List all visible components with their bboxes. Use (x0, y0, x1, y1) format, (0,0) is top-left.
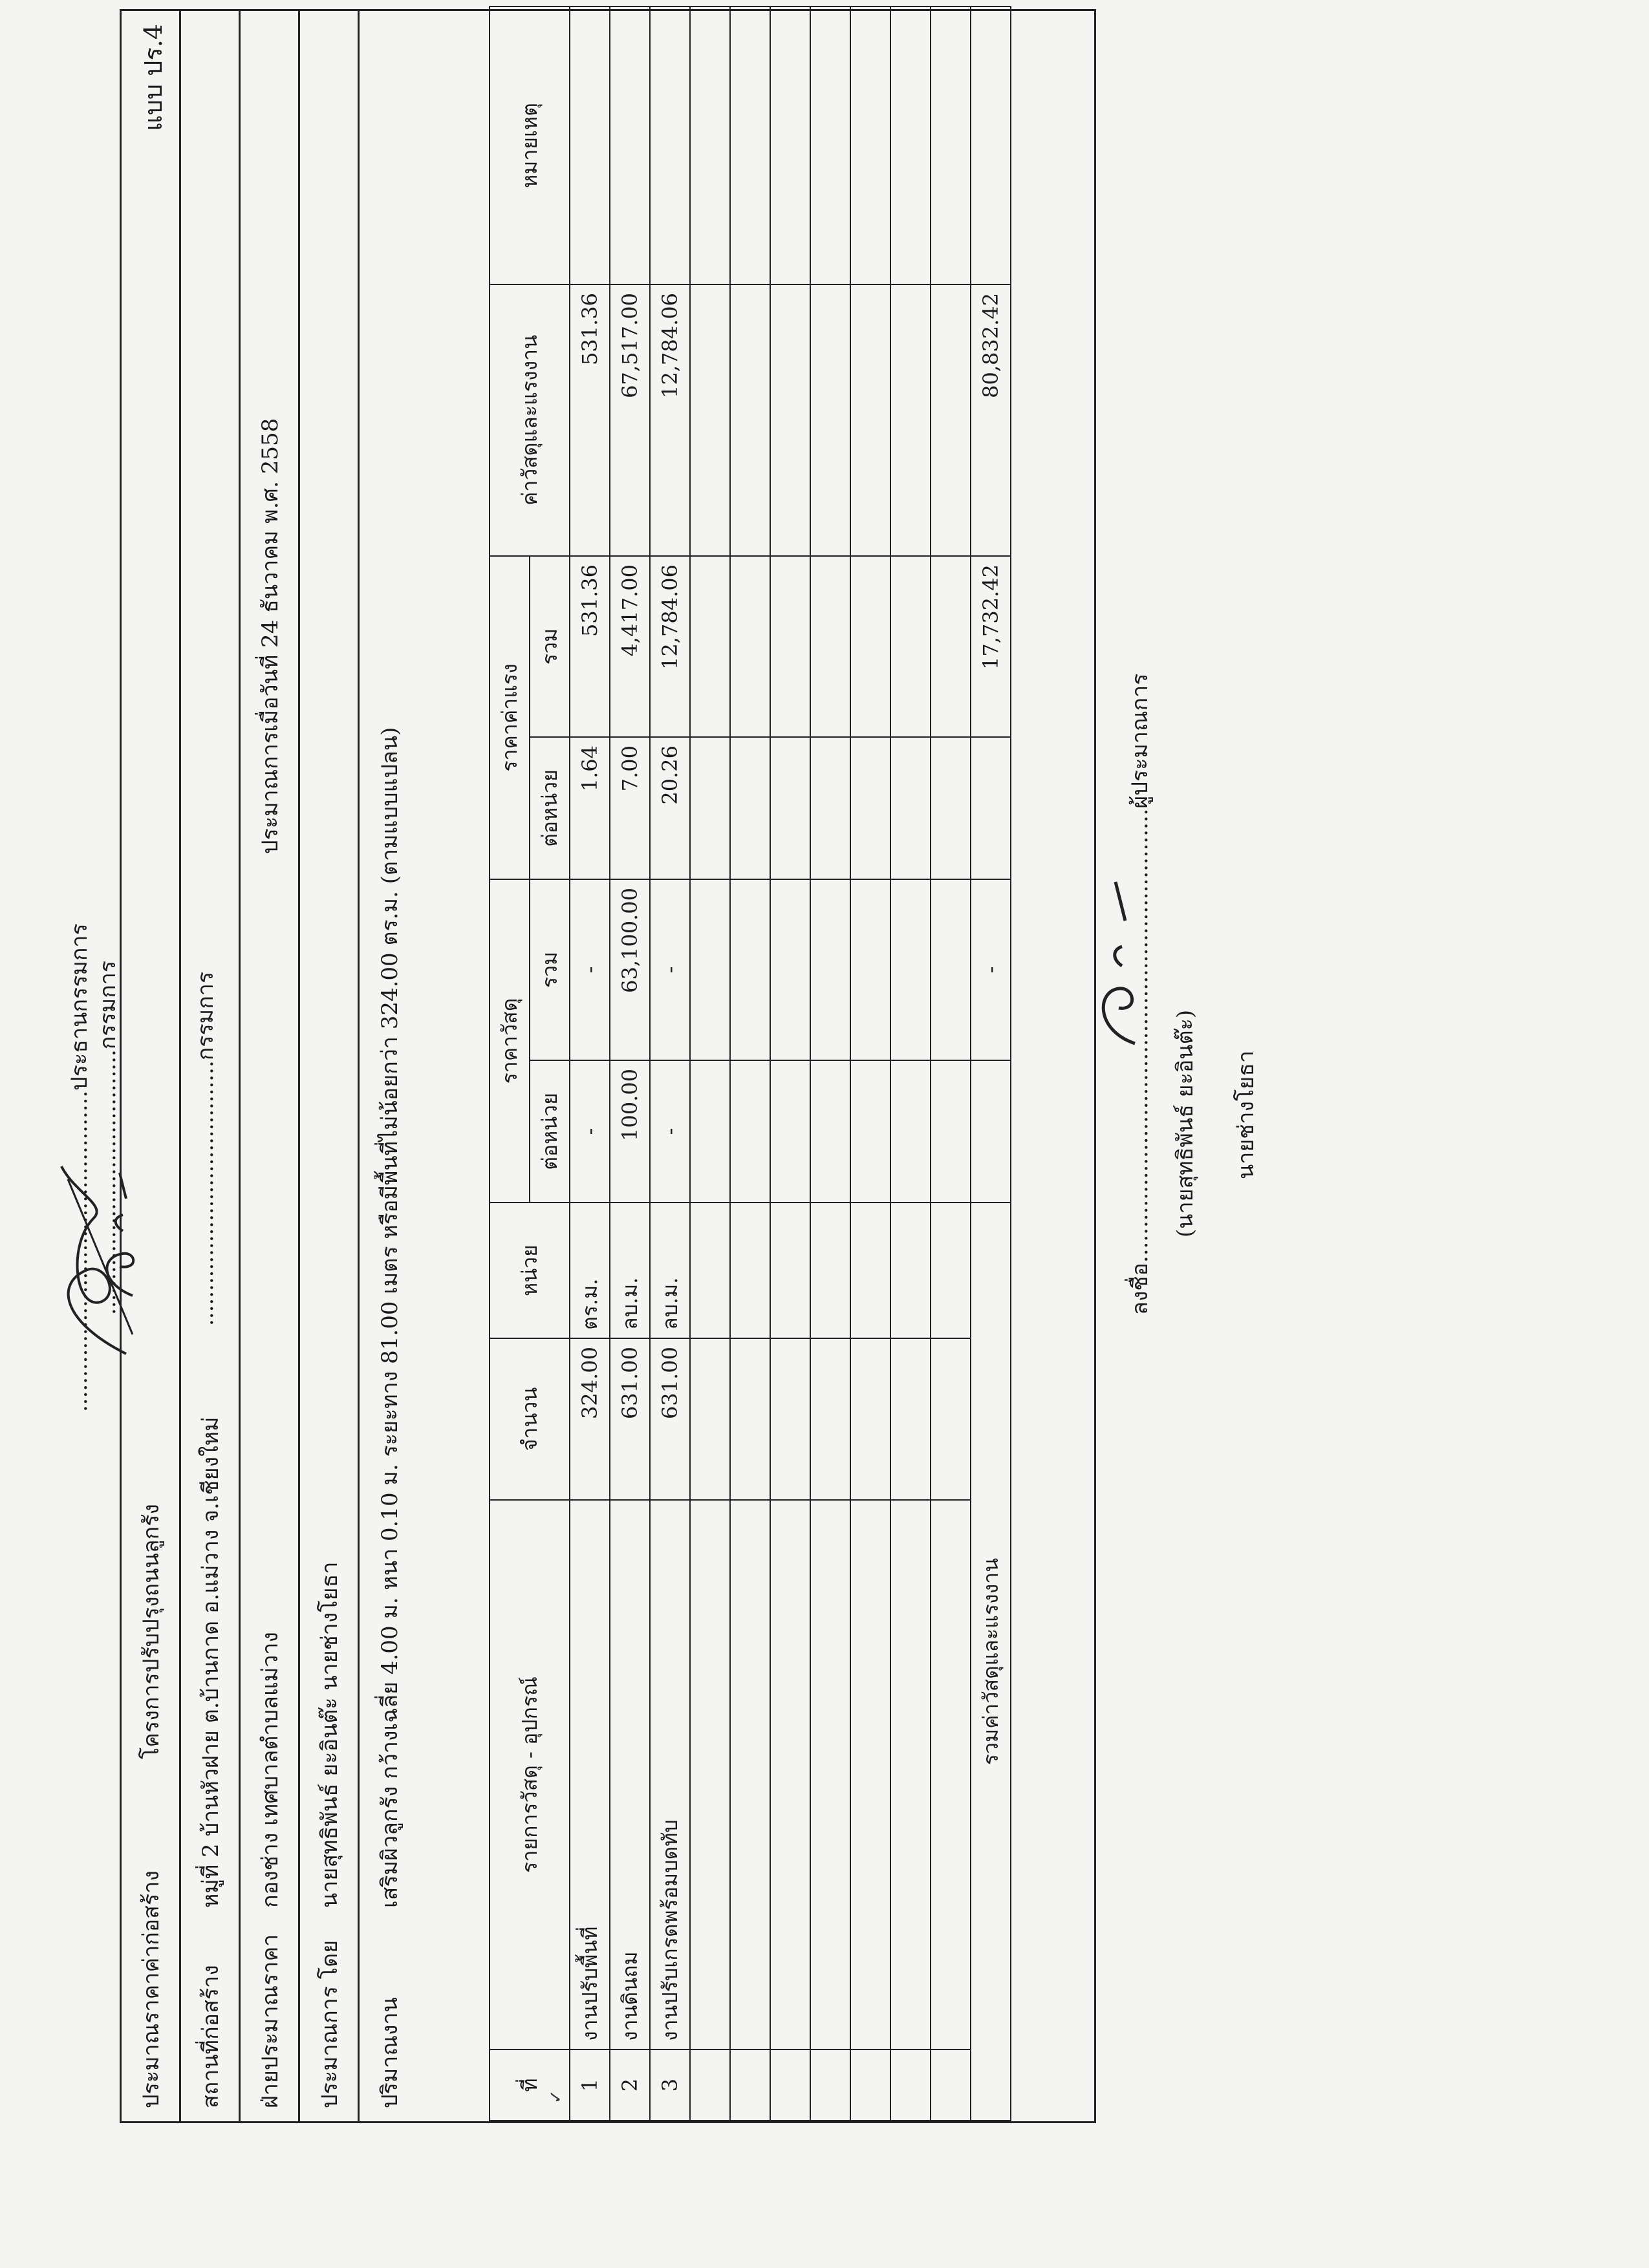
empty-row (850, 6, 890, 2121)
empty-cell (850, 1338, 890, 1500)
empty-cell (850, 284, 890, 556)
empty-cell (730, 6, 770, 284)
empty-cell (931, 1060, 971, 1203)
cell-unit: ลบ.ม. (650, 1203, 690, 1338)
empty-rows (690, 6, 971, 2121)
empty-cell (890, 1060, 931, 1203)
empty-cell (690, 1203, 730, 1338)
empty-cell (890, 879, 931, 1060)
cell-note (650, 6, 690, 284)
cell-lab-sum: 531.36 (570, 556, 610, 737)
empty-row (770, 6, 810, 2121)
empty-cell (770, 1338, 810, 1500)
empty-cell (770, 556, 810, 737)
table-row (610, 6, 650, 2121)
empty-cell (730, 879, 770, 1060)
member1-role: กรรมการ (95, 960, 121, 1050)
empty-cell (890, 556, 931, 737)
member1-dots: ...................................... (95, 1049, 121, 1315)
cell-note (570, 6, 610, 284)
empty-cell (931, 2049, 971, 2121)
project-value: โครงการปรับปรุงถนนลูกรัง (138, 1503, 164, 1759)
empty-cell (690, 737, 730, 879)
cell-note (610, 6, 650, 284)
unit-label: ฝ่ายประมาณราคา (257, 1934, 283, 2108)
empty-cell (770, 1060, 810, 1203)
cell-total: 531.36 (570, 284, 610, 556)
empty-cell (931, 879, 971, 1060)
empty-cell (850, 6, 890, 284)
col-no-header: ที่ (490, 2049, 570, 2121)
empty-cell (931, 556, 971, 737)
empty-cell (850, 1203, 890, 1338)
empty-cell (810, 1500, 850, 2049)
empty-cell (770, 1500, 810, 2049)
empty-cell (931, 1500, 971, 2049)
estimated-by-row (300, 11, 360, 2121)
empty-cell (730, 1500, 770, 2049)
empty-cell (850, 2049, 890, 2121)
empty-cell (730, 1338, 770, 1500)
cell-lab-sum: 4,417.00 (610, 556, 650, 737)
cell-mat-unit: - (650, 1060, 690, 1203)
empty-row (810, 6, 850, 2121)
form-code: แบบ ปร.4 (139, 24, 167, 131)
member2-dots: ...................................... (193, 1060, 219, 1326)
cell-lab-unit: 7.00 (610, 737, 650, 879)
estimate-rows (570, 6, 690, 2121)
empty-cell (850, 737, 890, 879)
signoff-name: (นายสุทธิพันธ์ ยะอินต๊ะ) (1172, 1009, 1198, 1237)
total-row (971, 6, 1011, 2121)
empty-cell (810, 1338, 850, 1500)
empty-cell (730, 284, 770, 556)
material-per-unit-header: ต่อหน่วย (530, 1060, 570, 1203)
empty-cell (730, 2049, 770, 2121)
empty-cell (810, 879, 850, 1060)
empty-row (890, 6, 931, 2121)
empty-cell (931, 737, 971, 879)
labor-sum-header: รวม (530, 556, 570, 737)
location-label: สถานที่ก่อสร้าง (197, 1965, 224, 2108)
empty-cell (690, 2049, 730, 2121)
cell-mat-unit: - (570, 1060, 610, 1203)
unit-row (241, 11, 300, 2121)
quantity-label: ปริมาณงาน (377, 1997, 403, 2108)
empty-cell (730, 737, 770, 879)
cell-mat-sum: - (650, 879, 690, 1060)
location-row (181, 11, 241, 2121)
empty-cell (770, 2049, 810, 2121)
total-label: รวมค่าวัสดุและแรงงาน (971, 1203, 1011, 2121)
cell-qty: 631.00 (650, 1338, 690, 1500)
empty-cell (890, 1203, 931, 1338)
total-mat-unit (971, 1060, 1011, 1203)
empty-cell (810, 1203, 850, 1338)
cell-item: งานปรับเกรดพร้อมบดทับ (650, 1500, 690, 2049)
empty-cell (931, 6, 971, 284)
project-label: ประมาณราคาค่าก่อสร้าง (138, 1870, 164, 2108)
cell-no: 3 (650, 2049, 690, 2121)
material-sum-header: รวม (530, 879, 570, 1060)
empty-cell (810, 284, 850, 556)
rotated-document-page (48, 24, 1600, 2220)
cell-no: 2 (610, 2049, 650, 2121)
estimate-table (489, 6, 1011, 2121)
row3-checkmark: ✓ (546, 2090, 566, 2104)
col-unit-header: หน่วย (490, 1203, 570, 1338)
cell-lab-unit: 20.26 (650, 737, 690, 879)
empty-cell (810, 6, 850, 284)
empty-cell (770, 284, 810, 556)
cell-mat-sum: - (570, 879, 610, 1060)
empty-cell (690, 556, 730, 737)
empty-cell (810, 1060, 850, 1203)
col-labor-header: ราคาค่าแรง (490, 556, 530, 879)
chair-dots: .............................................. (67, 1090, 92, 1412)
cell-item: งานดินถม (610, 1500, 650, 2049)
empty-cell (770, 1203, 810, 1338)
table-row (650, 6, 690, 2121)
cell-qty: 631.00 (610, 1338, 650, 1500)
empty-cell (810, 2049, 850, 2121)
labor-per-unit-header: ต่อหน่วย (530, 737, 570, 879)
empty-cell (770, 879, 810, 1060)
col-item-header: รายการวัสดุ - อุปกรณ์ (490, 1500, 570, 2049)
empty-cell (850, 1500, 890, 2049)
total-note (971, 6, 1011, 284)
project-row (122, 11, 181, 2121)
total-material-sum: - (971, 879, 1011, 1060)
cell-total: 67,517.00 (610, 284, 650, 556)
empty-cell (770, 737, 810, 879)
empty-cell (690, 879, 730, 1060)
empty-cell (690, 1500, 730, 2049)
empty-row (690, 6, 730, 2121)
cell-item: งานปรับพื้นที่ (570, 1500, 610, 2049)
empty-cell (810, 556, 850, 737)
empty-cell (890, 6, 931, 284)
estimator-signature-scribble (1090, 862, 1148, 1056)
chair-role: ประธานกรรมการ (67, 923, 92, 1091)
total-labor-sum: 17,732.42 (971, 556, 1011, 737)
col-note-header: หมายเหตุ (490, 6, 570, 284)
cell-unit: ลบ.ม. (610, 1203, 650, 1338)
empty-cell (690, 284, 730, 556)
empty-cell (690, 1060, 730, 1203)
quantity-row (360, 11, 419, 2121)
unit-value: กองช่าง เทศบาลตำบลแม่วาง (257, 1631, 283, 1908)
empty-cell (770, 6, 810, 284)
sign-dots: ................................................................. (1127, 808, 1153, 1263)
empty-cell (850, 879, 890, 1060)
col-material-header: ราคาวัสดุ (490, 879, 530, 1203)
empty-cell (931, 284, 971, 556)
empty-cell (850, 1060, 890, 1203)
cell-mat-unit: 100.00 (610, 1060, 650, 1203)
signoff-role: ผู้ประมาณการ (1127, 673, 1153, 809)
cell-mat-sum: 63,100.00 (610, 879, 650, 1060)
empty-cell (890, 737, 931, 879)
empty-row (730, 6, 770, 2121)
quantity-value: เสริมผิวลูกรัง กว้างเฉลี่ย 4.00 ม. หนา 0.10 ม. ระยะทาง 81.00 เมตร หรือมีพื้นที่ไม่น้อยกว่า 324.00 ตร.ม. (ตามแบบแปลน) (377, 727, 403, 1908)
empty-cell (890, 2049, 931, 2121)
member2-signature-line (188, 972, 222, 1326)
location-value: หมู่ที่ 2 บ้านหัวฝาย ต.บ้านกาด อ.แม่วาง จ.เชียงใหม่ (197, 1417, 224, 1908)
empty-cell (690, 1338, 730, 1500)
cell-qty: 324.00 (570, 1338, 610, 1500)
total-lab-unit (971, 737, 1011, 879)
empty-cell (931, 1203, 971, 1338)
estimate-form-frame (120, 9, 1096, 2123)
empty-cell (931, 1338, 971, 1500)
total-all: 80,832.42 (971, 284, 1011, 556)
estimated-by-value: นายสุทธิพันธ์ ยะอินต๊ะ นายช่างโยธา (316, 1561, 343, 1908)
cell-unit: ตร.ม. (570, 1203, 610, 1338)
empty-cell (890, 1338, 931, 1500)
cell-lab-sum: 12,784.06 (650, 556, 690, 737)
empty-cell (690, 6, 730, 284)
sign-prefix: ลงชื่อ (1127, 1263, 1153, 1315)
empty-cell (850, 556, 890, 737)
empty-cell (810, 737, 850, 879)
member2-role: กรรมการ (193, 971, 219, 1061)
table-row (570, 6, 610, 2121)
col-total-header: ค่าวัสดุและแรงงาน (490, 284, 570, 556)
empty-cell (730, 556, 770, 737)
cell-total: 12,784.06 (650, 284, 690, 556)
signoff-position: นายช่างโยธา (1233, 1050, 1259, 1179)
empty-cell (730, 1060, 770, 1203)
cell-no: 1 (570, 2049, 610, 2121)
estimate-date: ประมาณการเมื่อวันที่ 24 ธันวาคม พ.ศ. 2558 (257, 418, 283, 854)
estimated-by-label: ประมาณการ โดย (316, 1940, 343, 2108)
empty-cell (730, 1203, 770, 1338)
empty-cell (890, 284, 931, 556)
cell-lab-unit: 1.64 (570, 737, 610, 879)
empty-cell (890, 1500, 931, 2049)
empty-row (931, 6, 971, 2121)
col-qty-header: จำนวน (490, 1338, 570, 1500)
